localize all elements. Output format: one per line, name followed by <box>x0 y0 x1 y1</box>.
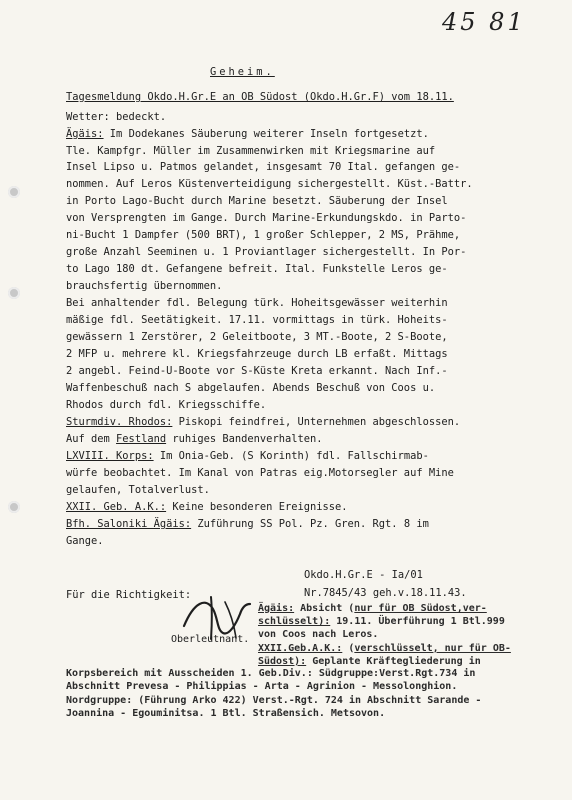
bottom-text-block <box>66 667 481 721</box>
body-line: in Porto Lago-Bucht durch Marine besetzt. Säuberung der Insel <box>66 195 448 207</box>
festland-line <box>66 431 323 448</box>
weather-line: Wetter: bedeckt. <box>66 111 167 123</box>
xxii-line <box>66 499 348 516</box>
body-line: 2 angebl. Feind-U-Boote vor S-Küste Kreta erkannt. Nach Inf.- <box>66 365 448 377</box>
overlay-underlined-text: nur für OB Südost,ver- <box>354 603 487 614</box>
overlay-line <box>258 602 558 615</box>
body-line: gewässern 1 Zerstörer, 2 Geleitboote, 3 MT.-Boote, 2 S-Boote, <box>66 331 448 343</box>
festland-text: ruhiges Bandenverhalten. <box>166 433 323 445</box>
overlay-line <box>258 642 558 655</box>
overlay-text: 19.11. Überführung 1 Btl.999 <box>330 616 505 628</box>
sturmdiv-text: Piskopi feindfrei, Unternehmen abgeschlossen. <box>172 416 461 428</box>
bottom-line: Nordgruppe: (Führung Arko 422) Verst.-Rgt. 724 in Abschnitt Sarande - <box>66 694 482 706</box>
lxviii-continuation: würfe beobachtet. Im Kanal von Patras eig.Motorsegler auf Mine <box>66 467 454 479</box>
document-title: Geheim. <box>210 66 275 78</box>
signature-title: Oberleutnant. <box>171 634 250 645</box>
bottom-line: Joannina - Egouminitsa. 1 Btl. Straßensich. Metsovon. <box>66 708 386 720</box>
punch-hole <box>8 501 20 513</box>
body-line: Rhodos durch fdl. Kriegsschiffe. <box>66 399 267 411</box>
sturmdiv-label: Sturmdiv. Rhodos: <box>66 416 173 428</box>
body-line: Waffenbeschuß nach S abgelaufen. Abends Beschuß von Coos u. <box>66 382 436 394</box>
festland-prefix: Auf dem <box>66 433 117 445</box>
body-line: große Anzahl Seeminen u. 1 Proviantlager sichergestellt. In Por- <box>66 246 467 258</box>
festland-label: Festland <box>116 433 167 445</box>
lxviii-label: LXVIII. Korps: <box>66 450 154 462</box>
xxii-text: Keine besonderen Ereignisse. <box>166 501 348 513</box>
body-line: nommen. Auf Leros Küstenverteidigung sichergestellt. Küst.-Battr. <box>66 178 473 190</box>
body-line: brauchsfertig übernommen. <box>66 280 223 292</box>
aegaeis-first-line <box>66 126 429 143</box>
lxviii-text: Im Onia-Geb. (S Korinth) fdl. Fallschirmab- <box>153 450 429 462</box>
overlay-text-block <box>258 602 558 668</box>
punch-hole <box>8 287 20 299</box>
overlay-label: Ägäis: <box>258 603 295 614</box>
body-line: to Lago 180 dt. Gefangene befreit. Ital. Funkstelle Leros ge- <box>66 263 448 275</box>
saloniki-continuation: Gange. <box>66 535 104 547</box>
sturmdiv-line <box>66 414 460 431</box>
saloniki-line <box>66 516 429 533</box>
bottom-line: Korpsbereich mit Ausscheiden 1. Geb.Div.: Südgruppe:Verst.Rgt.734 in <box>66 668 476 679</box>
overlay-label: schlüsselt): <box>258 616 331 628</box>
document-number-reference: Nr.7845/43 geh.v.18.11.43. <box>304 587 467 599</box>
overlay-underlined-text: verschlüsselt, nur für OB- <box>354 642 511 654</box>
saloniki-text: Zuführung SS Pol. Pz. Gren. Rgt. 8 im <box>191 518 429 530</box>
body-line: Tle. Kampfgr. Müller im Zusammenwirken mit Kriegsmarine auf <box>66 145 436 157</box>
body-line: ni-Bucht 1 Dampfer (500 BRT), 1 großer Schlepper, 2 MS, Prähme, <box>66 229 461 241</box>
saloniki-label: Bfh. Saloniki Ägäis: <box>66 518 192 530</box>
aegaeis-label: Ägäis: <box>66 128 104 140</box>
body-line: von Versprengten im Gange. Durch Marine-Erkundungskdo. in Parto- <box>66 212 467 224</box>
body-line: Insel Lipso u. Patmos gelandet, insgesamt 70 Ital. gefangen ge- <box>66 161 461 173</box>
overlay-text: Geplante Kräftegliederung in <box>306 655 481 667</box>
punch-hole <box>8 186 20 198</box>
body-line: Bei anhaltender fdl. Belegung türk. Hoheitsgewässer weiterhin <box>66 297 448 309</box>
overlay-text: Absicht ( <box>294 603 355 614</box>
handwritten-document-number: 45 81 <box>442 8 526 36</box>
body-line: mäßige fdl. Seetätigkeit. 17.11. vormittags in türk. Hoheits- <box>66 314 448 326</box>
overlay-text: ( <box>342 642 355 654</box>
report-heading: Tagesmeldung Okdo.H.Gr.E an OB Südost (Okdo.H.Gr.F) vom 18.11. <box>66 91 454 103</box>
overlay-line: von Coos nach Leros. <box>258 629 379 641</box>
office-reference: Okdo.H.Gr.E - Ia/01 <box>304 569 423 581</box>
overlay-label: XXII.Geb.A.K.: <box>258 642 343 654</box>
bottom-line: Abschnitt Prevesa - Philippias - Arta - Agrinion - Messolonghion. <box>66 681 458 693</box>
aegaeis-line-text: Im Dodekanes Säuberung weiterer Inseln fortgesetzt. <box>103 128 429 140</box>
overlay-line <box>258 615 558 628</box>
lxviii-continuation: gelaufen, Totalverlust. <box>66 484 210 496</box>
xxii-label: XXII. Geb. A.K.: <box>66 501 167 513</box>
body-line: 2 MFP u. mehrere kl. Kriegsfahrzeuge durch LB erfaßt. Mittags <box>66 348 448 360</box>
verification-label: Für die Richtigkeit: <box>66 589 192 601</box>
lxviii-line <box>66 448 429 465</box>
overlay-label: Südost): <box>258 655 307 667</box>
